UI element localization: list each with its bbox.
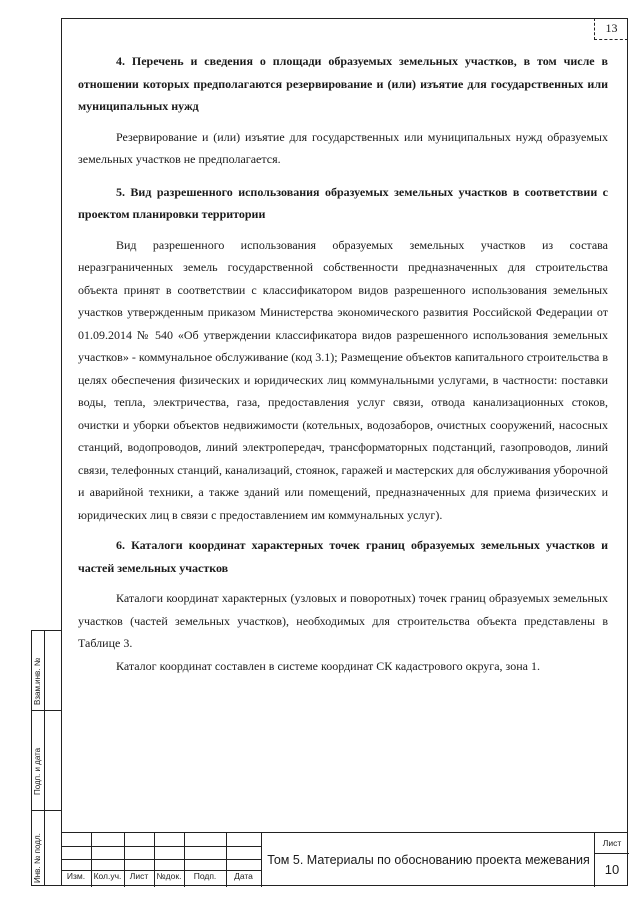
sheet-label: Лист xyxy=(595,833,629,854)
col-podp: Подп. xyxy=(193,871,217,881)
title-block xyxy=(61,832,628,886)
page-number: 13 xyxy=(594,18,628,40)
section-4-paragraph: Резервирование и (или) изъятие для государственных или муниципальных нужд образуемых земельных участков не предполагается. xyxy=(78,129,608,166)
col-list: Лист xyxy=(129,871,149,881)
side-label-inv-orig: Инв. № подл. xyxy=(33,833,42,883)
col-kol-uch: Кол.уч. xyxy=(93,871,122,881)
col-ndok: №док. xyxy=(156,871,182,881)
side-label-signed-date: Подп. и дата xyxy=(33,747,42,795)
section-4-heading: 4. Перечень и сведения о площади образуемых земельных участков, в том числе в отношении которых предполагаются резервирование и (или) изъятие для государственных или муниципальных нужд xyxy=(78,54,608,113)
section-6-paragraph-2: Каталог координат составлен в системе координат СК кадастрового округа, зона 1. xyxy=(116,658,540,673)
col-data: Дата xyxy=(234,871,253,881)
section-6-paragraph-1: Каталоги координат характерных (узловых и поворотных) точек границ образуемых земельных участков (частей земельных участков), необходимых для строительства объекта представлены в Таблице 3. xyxy=(78,591,608,650)
section-5-paragraph: Вид разрешенного использования образуемых земельных участков из состава неразграниченных земель государственной собственности предназначенных для строительства объекта принят в соответствии с классификатором видов разрешенного использования земельных участков утвержденным приказом Министерства экономического развития Российской Федерации от 01.09.2014 № 540 «Об утверждении классификатора видов разрешенного использования земельных участков» - коммунальное обслуживание (код 3.1); Размещение объектов капитального строительства в целях обеспечения физических и юридических лиц коммунальными услугами, в частности: поставки воды, тепла, электричества, газа, предоставления услуг связи, отвода канализационных стоков, очистки и уборки объектов недвижимости (котельных, водозаборов, очистных сооружений, насосных станций, водопроводов, линий электропередач, трансформаторных подстанций, газопроводов, линий связи, телефонных станций, канализаций, стоянок, гаражей и мастерских для обслуживания уборочной и аварийной техники, а также зданий или помещений, предназначенных для приема физических и юридических лиц в связи с предоставлением им коммунальных услуг). xyxy=(78,237,608,522)
document-title: Том 5. Материалы по обоснованию проекта межевания xyxy=(261,833,595,887)
side-label-replace-inv: Взам.инв. № xyxy=(33,657,42,705)
document-body xyxy=(78,50,608,677)
side-stamp xyxy=(31,630,61,886)
col-izm: Изм. xyxy=(66,871,86,881)
revision-grid xyxy=(61,833,261,887)
section-6-heading: 6. Каталоги координат характерных точек границ образуемых земельных участков и частей земельных участков xyxy=(78,538,608,575)
section-5-heading: 5. Вид разрешенного использования образуемых земельных участков в соответствии с проектом планировки территории xyxy=(78,184,608,221)
sheet-box xyxy=(594,833,629,887)
sheet-number: 10 xyxy=(604,862,620,877)
